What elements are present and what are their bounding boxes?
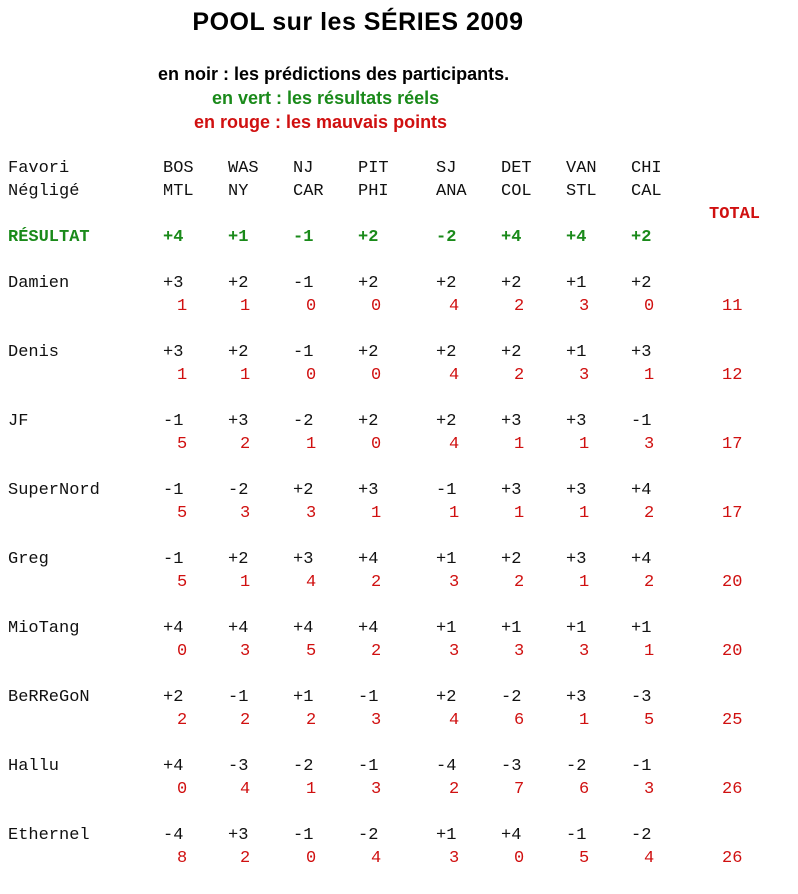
participant-pick: -2 (293, 757, 314, 776)
participant-pick: -4 (436, 757, 457, 776)
legend-red: en rouge : les mauvais points (194, 112, 448, 132)
favori-team: VAN (566, 159, 597, 178)
favori-team: WAS (228, 159, 259, 178)
participant-pick: +1 (631, 619, 652, 638)
participant-pick: -1 (163, 412, 184, 431)
participant-points: 2 (371, 642, 382, 661)
participant-points: 1 (449, 504, 460, 523)
participant-points: 1 (240, 366, 251, 385)
participant-pick: +1 (293, 688, 314, 707)
participant-name: Hallu (8, 757, 60, 776)
participant-pick: +4 (358, 619, 379, 638)
participant-pick: +4 (163, 619, 184, 638)
participant-points: 5 (177, 504, 188, 523)
participant-pick: +2 (358, 343, 379, 362)
result-value: -1 (293, 228, 314, 247)
participant-pick: -1 (358, 688, 379, 707)
participant-points: 2 (240, 849, 251, 868)
participant-points: 7 (514, 780, 525, 799)
result-label: RÉSULTAT (8, 228, 90, 247)
participant-pick: +2 (358, 274, 379, 293)
participant-points: 0 (306, 366, 317, 385)
participant-points: 3 (644, 435, 655, 454)
participant-pick: +3 (501, 481, 522, 500)
participant-points: 4 (449, 711, 460, 730)
participant-points: 5 (644, 711, 655, 730)
participant-total: 25 (722, 711, 743, 730)
neglige-team: NY (228, 182, 249, 201)
participant-total: 26 (722, 780, 743, 799)
participant-pick: -2 (228, 481, 249, 500)
participant-pick: -2 (501, 688, 522, 707)
participant-points: 1 (579, 504, 590, 523)
participant-points: 6 (579, 780, 590, 799)
participant-pick: -1 (436, 481, 457, 500)
participant-pick: +3 (566, 550, 587, 569)
participant-pick: +2 (228, 343, 249, 362)
participant-points: 3 (449, 642, 460, 661)
favori-team: NJ (293, 159, 314, 178)
result-value: +2 (631, 228, 652, 247)
participant-pick: +3 (631, 343, 652, 362)
participant-points: 1 (579, 573, 590, 592)
participant-points: 2 (371, 573, 382, 592)
participant-pick: -3 (501, 757, 522, 776)
participant-points: 5 (306, 642, 317, 661)
participant-points: 2 (514, 366, 525, 385)
participant-points: 1 (240, 573, 251, 592)
result-value: +4 (566, 228, 587, 247)
participant-points: 5 (177, 435, 188, 454)
participant-name: SuperNord (8, 481, 100, 500)
participant-points: 2 (306, 711, 317, 730)
participant-pick: +2 (501, 343, 522, 362)
participant-pick: +4 (228, 619, 249, 638)
participant-pick: +3 (358, 481, 379, 500)
participant-points: 3 (579, 297, 590, 316)
participant-points: 3 (371, 780, 382, 799)
participant-pick: -2 (566, 757, 587, 776)
participant-points: 3 (306, 504, 317, 523)
participant-pick: +3 (566, 688, 587, 707)
participant-pick: -1 (163, 481, 184, 500)
participant-pick: +4 (501, 826, 522, 845)
participant-pick: +1 (436, 826, 457, 845)
participant-points: 0 (514, 849, 525, 868)
participant-pick: +3 (566, 412, 587, 431)
participant-name: Damien (8, 274, 70, 293)
participant-points: 2 (240, 711, 251, 730)
result-value: +4 (163, 228, 184, 247)
participant-pick: +2 (631, 274, 652, 293)
participant-name: BeRReGoN (8, 688, 90, 707)
result-value: -2 (436, 228, 457, 247)
participant-points: 4 (449, 366, 460, 385)
participant-pick: +1 (501, 619, 522, 638)
participant-total: 20 (722, 642, 743, 661)
neglige-label: Négligé (8, 182, 80, 201)
result-value: +1 (228, 228, 249, 247)
participant-points: 3 (579, 642, 590, 661)
participant-pick: -2 (358, 826, 379, 845)
participant-points: 0 (371, 297, 382, 316)
participant-pick: +1 (436, 619, 457, 638)
participant-pick: +1 (566, 619, 587, 638)
neglige-team: CAL (631, 182, 662, 201)
participant-total: 11 (722, 297, 743, 316)
participant-pick: +1 (436, 550, 457, 569)
participant-points: 0 (306, 849, 317, 868)
participant-points: 5 (579, 849, 590, 868)
result-value: +2 (358, 228, 379, 247)
participant-pick: +1 (566, 343, 587, 362)
participant-points: 4 (306, 573, 317, 592)
favori-team: CHI (631, 159, 662, 178)
participant-points: 5 (177, 573, 188, 592)
participant-points: 2 (177, 711, 188, 730)
participant-points: 3 (240, 642, 251, 661)
participant-total: 20 (722, 573, 743, 592)
participant-pick: -2 (631, 826, 652, 845)
participant-pick: +3 (228, 412, 249, 431)
participant-points: 0 (644, 297, 655, 316)
participant-total: 12 (722, 366, 743, 385)
participant-pick: -3 (631, 688, 652, 707)
participant-pick: -1 (358, 757, 379, 776)
participant-pick: +3 (566, 481, 587, 500)
participant-pick: +2 (436, 412, 457, 431)
participant-pick: -1 (631, 412, 652, 431)
participant-pick: +3 (163, 343, 184, 362)
participant-total: 17 (722, 504, 743, 523)
participant-pick: -1 (293, 274, 314, 293)
participant-points: 2 (240, 435, 251, 454)
favori-team: BOS (163, 159, 194, 178)
participant-pick: +2 (436, 343, 457, 362)
participant-pick: +4 (631, 550, 652, 569)
participant-pick: -3 (228, 757, 249, 776)
participant-points: 0 (371, 366, 382, 385)
participant-pick: -1 (631, 757, 652, 776)
participant-pick: -1 (228, 688, 249, 707)
participant-pick: +2 (501, 550, 522, 569)
participant-points: 4 (240, 780, 251, 799)
participant-pick: +2 (228, 274, 249, 293)
neglige-team: MTL (163, 182, 194, 201)
participant-pick: -1 (293, 826, 314, 845)
participant-pick: +2 (293, 481, 314, 500)
participant-pick: -1 (293, 343, 314, 362)
participant-points: 3 (449, 849, 460, 868)
favori-label: Favori (8, 159, 70, 178)
participant-points: 3 (240, 504, 251, 523)
participant-points: 3 (371, 711, 382, 730)
participant-pick: +2 (436, 274, 457, 293)
participant-name: Ethernel (8, 826, 90, 845)
participant-points: 0 (371, 435, 382, 454)
participant-pick: +2 (163, 688, 184, 707)
result-value: +4 (501, 228, 522, 247)
participant-points: 1 (306, 780, 317, 799)
participant-points: 1 (514, 435, 525, 454)
legend-green: en vert : les résultats réels (212, 88, 440, 108)
participant-points: 1 (514, 504, 525, 523)
participant-points: 4 (371, 849, 382, 868)
participant-points: 3 (579, 366, 590, 385)
neglige-team: ANA (436, 182, 467, 201)
participant-name: Greg (8, 550, 49, 569)
participant-points: 4 (449, 435, 460, 454)
participant-pick: +2 (501, 274, 522, 293)
participant-points: 1 (644, 366, 655, 385)
participant-points: 1 (644, 642, 655, 661)
participant-points: 0 (177, 642, 188, 661)
participant-pick: +4 (293, 619, 314, 638)
participant-points: 0 (306, 297, 317, 316)
participant-points: 4 (449, 297, 460, 316)
participant-points: 1 (240, 297, 251, 316)
favori-team: DET (501, 159, 532, 178)
participant-name: JF (8, 412, 29, 431)
participant-pick: -2 (293, 412, 314, 431)
participant-points: 2 (644, 573, 655, 592)
participant-points: 2 (514, 297, 525, 316)
participant-pick: -4 (163, 826, 184, 845)
participant-points: 1 (306, 435, 317, 454)
participant-name: MioTang (8, 619, 80, 638)
participant-pick: -1 (566, 826, 587, 845)
participant-points: 3 (449, 573, 460, 592)
neglige-team: PHI (358, 182, 389, 201)
page-title: POOL sur les SÉRIES 2009 (192, 8, 524, 36)
participant-points: 0 (177, 780, 188, 799)
participant-name: Denis (8, 343, 60, 362)
participant-points: 6 (514, 711, 525, 730)
favori-team: PIT (358, 159, 389, 178)
neglige-team: CAR (293, 182, 324, 201)
participant-pick: +3 (293, 550, 314, 569)
participant-pick: +2 (436, 688, 457, 707)
participant-pick: +4 (163, 757, 184, 776)
participant-pick: +4 (631, 481, 652, 500)
participant-pick: -1 (163, 550, 184, 569)
total-label: TOTAL (709, 205, 761, 224)
participant-points: 3 (514, 642, 525, 661)
favori-team: SJ (436, 159, 457, 178)
participant-pick: +1 (566, 274, 587, 293)
participant-pick: +3 (501, 412, 522, 431)
participant-pick: +3 (163, 274, 184, 293)
neglige-team: COL (501, 182, 532, 201)
participant-points: 1 (177, 297, 188, 316)
participant-points: 4 (644, 849, 655, 868)
participant-points: 2 (644, 504, 655, 523)
participant-points: 2 (514, 573, 525, 592)
participant-total: 17 (722, 435, 743, 454)
participant-points: 1 (579, 711, 590, 730)
participant-pick: +3 (228, 826, 249, 845)
participant-points: 1 (371, 504, 382, 523)
participant-pick: +2 (228, 550, 249, 569)
participant-points: 1 (579, 435, 590, 454)
participant-total: 26 (722, 849, 743, 868)
legend-black: en noir : les prédictions des participants. (158, 64, 510, 84)
participant-pick: +4 (358, 550, 379, 569)
participant-points: 3 (644, 780, 655, 799)
participant-pick: +2 (358, 412, 379, 431)
participant-points: 8 (177, 849, 188, 868)
participant-points: 1 (177, 366, 188, 385)
neglige-team: STL (566, 182, 597, 201)
participant-points: 2 (449, 780, 460, 799)
